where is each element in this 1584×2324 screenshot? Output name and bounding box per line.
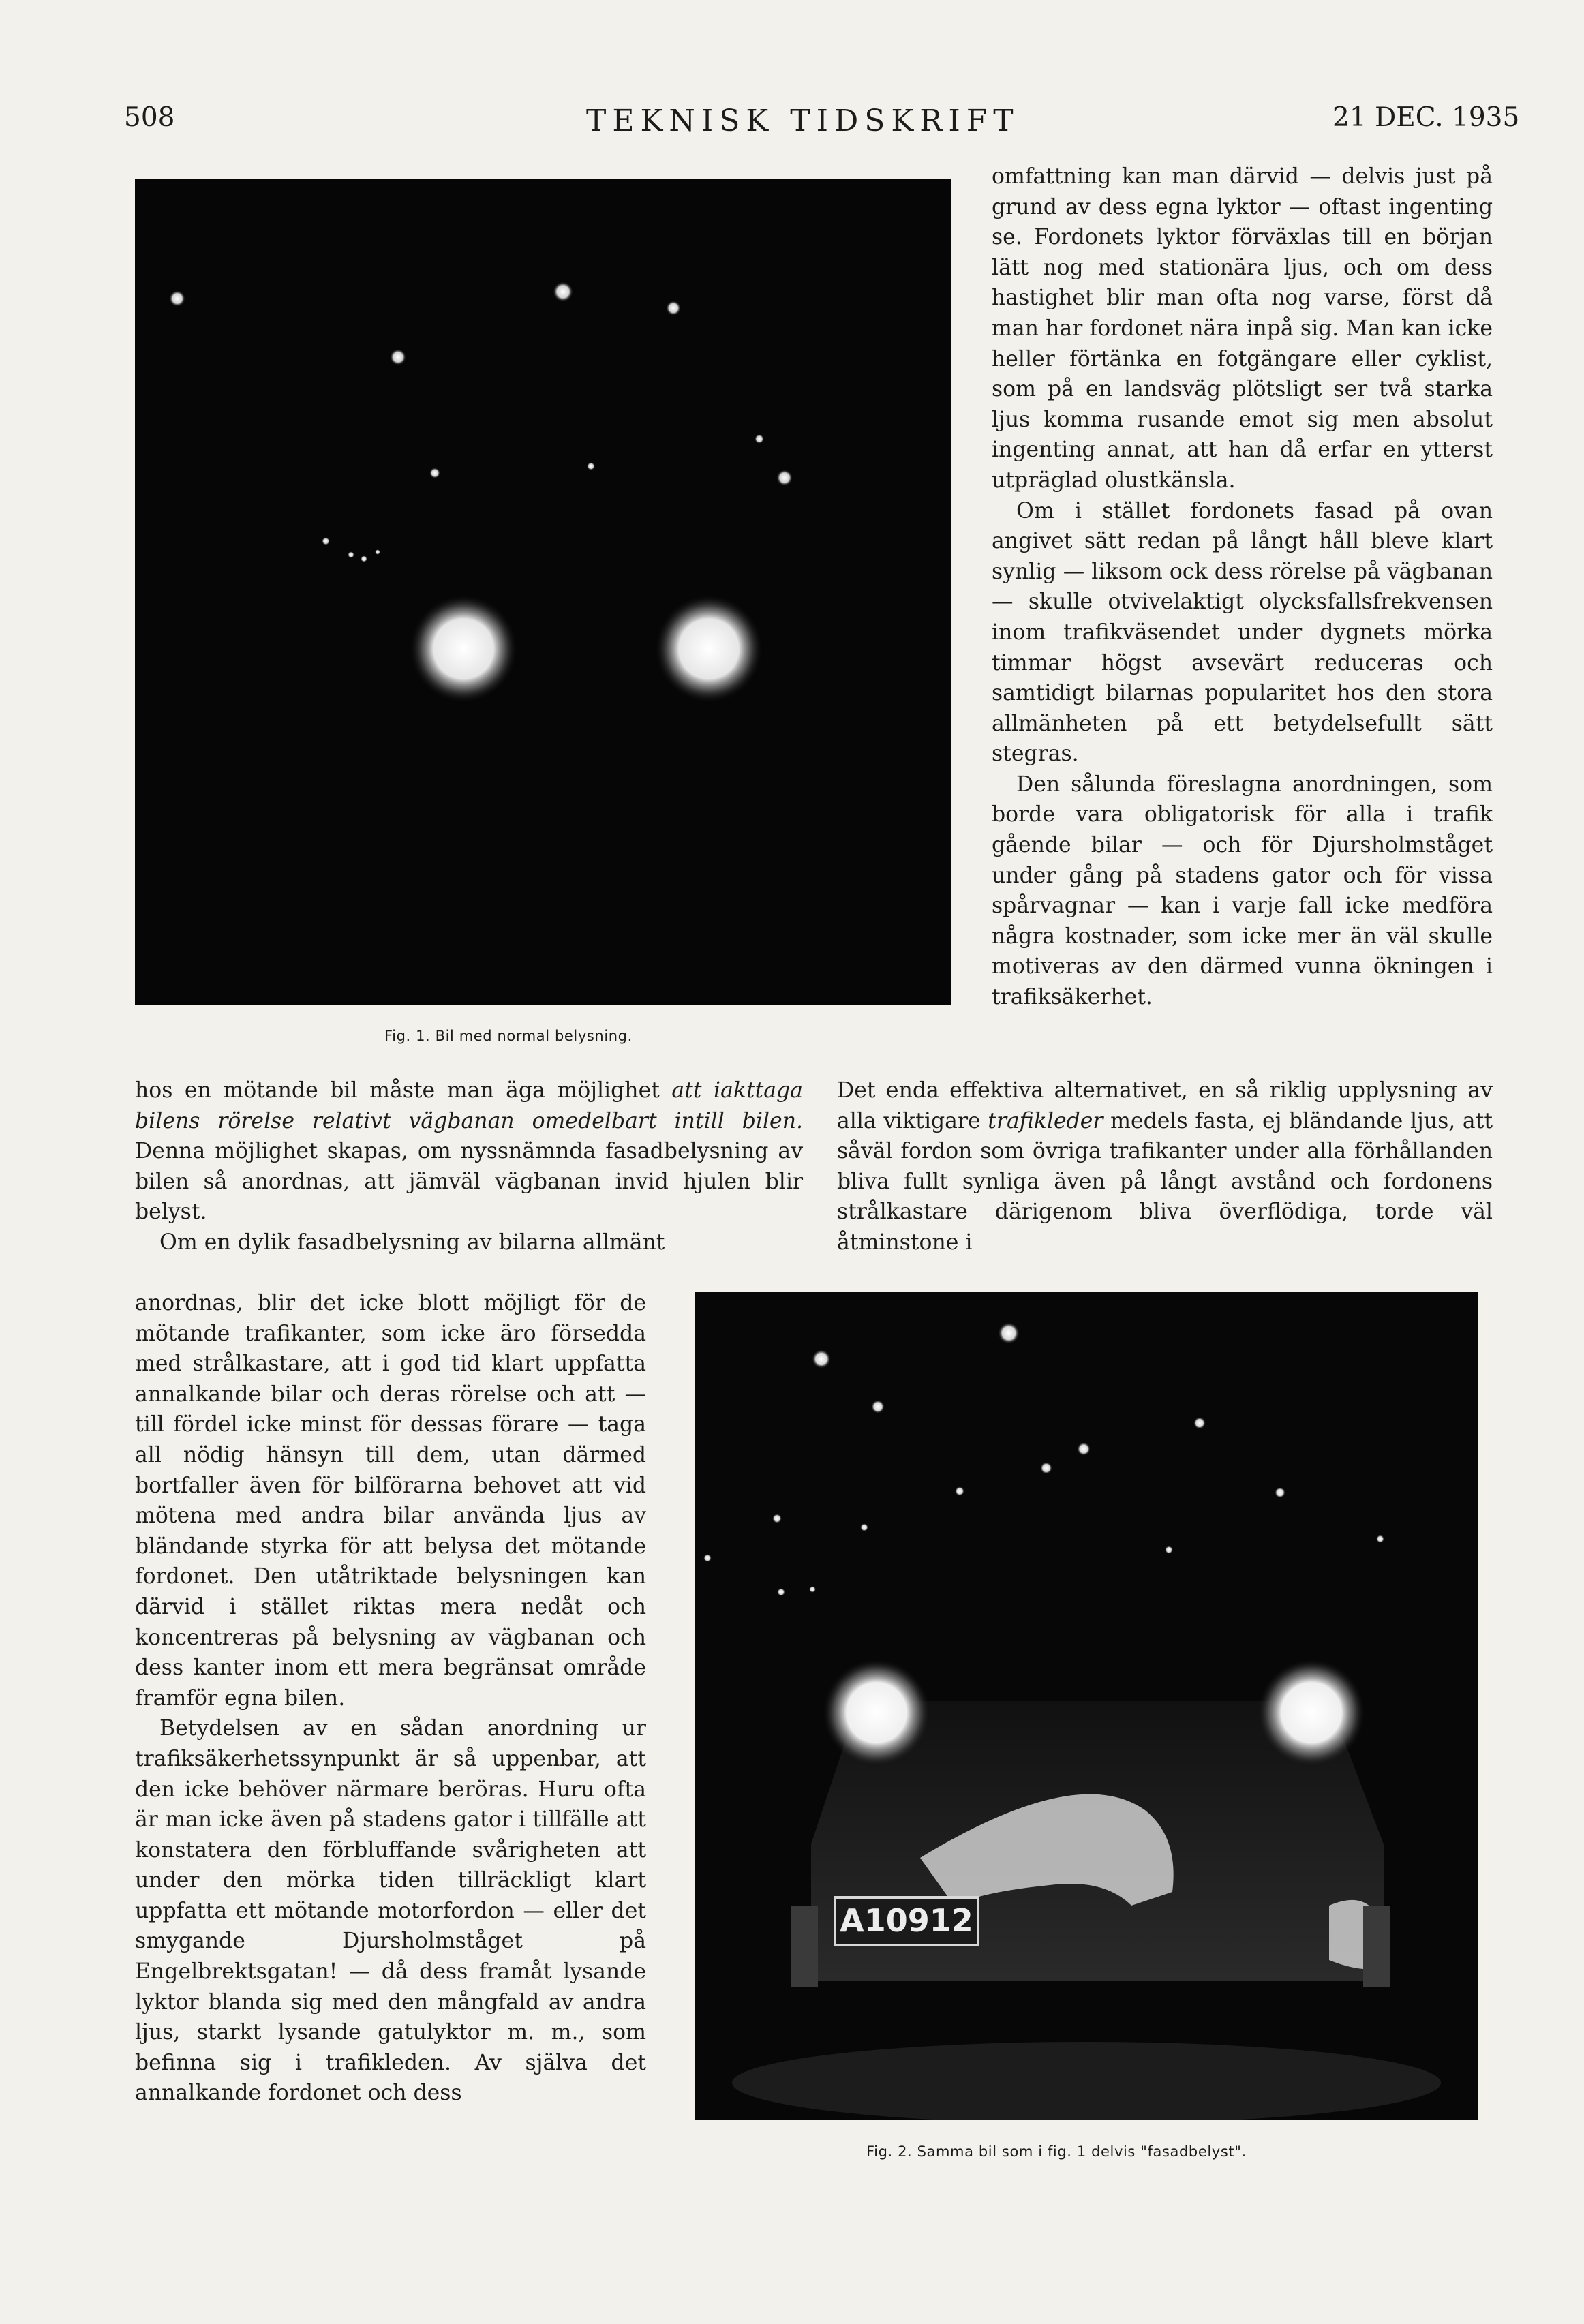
emphasis: att iakttaga bilens rörelse relativt vägbanan omedelbart intill bilen. bbox=[135, 1078, 803, 1133]
license-plate-text: A10912 bbox=[840, 1902, 973, 1939]
headlight-right bbox=[1257, 1658, 1366, 1767]
paragraph: Betydelsen av en sådan anordning ur trafiksäkerhetssynpunkt är så uppenbar, att den icke behöver närmare beröras. Huru ofta är man icke även på stadens gator i tillfälle att konstatera den förbluffande svårigheten att under den mörka tiden tillräckligt klart uppfatta ett mötande motorfordon — eller det smygande Djursholmståget på Engelbrektsgatan! — då dess framåt lysande lyktor blanda sig med den mångfald av andra ljus, starkt lysande gatulyktor m. m., som befinna sig i trafikleden. Av själva det annalkande fordonet och dess bbox=[135, 1716, 646, 2106]
headlight-right bbox=[654, 594, 763, 703]
paragraph: Om i stället fordonets fasad på ovan angivet sätt redan på långt håll bleve klart synlig — liksom ock dess rörelse på vägbanan — skulle otvivelaktigt olycksfallsfrekvensen inom trafikväsendet under dygnets mörka timmar högst avsevärt reduceras och samtidigt bilarnas popularitet hos den stora allmänheten på ett betydelsefullt sätt stegras. bbox=[992, 498, 1493, 767]
headlight-left bbox=[409, 594, 518, 703]
figure-2-night-scene bbox=[695, 1292, 1478, 2120]
paragraph: Det enda effektiva alternativet, en så riklig upplysning av alla viktigare trafikleder medels fasta, ej bländande ljus, att såväl fordon som övriga trafikanter under alla förhållanden bliva fullt synliga även på långt avstånd och fordonens strålkastare därigenom bliva överflödiga, torde väl åtminstone i bbox=[837, 1078, 1493, 1255]
figure-2-caption: Fig. 2. Samma bil som i fig. 1 delvis "fasadbelyst". bbox=[866, 2143, 1247, 2160]
headlight-left bbox=[822, 1658, 931, 1767]
right-column-bottom bbox=[837, 1075, 1493, 1258]
right-column-top bbox=[992, 162, 1493, 1013]
journal-title: TEKNISK TIDSKRIFT bbox=[586, 104, 1020, 138]
page-number: 508 bbox=[124, 102, 175, 133]
paragraph: Om en dylik fasadbelysning av bilarna allmänt bbox=[159, 1229, 665, 1255]
emphasis: trafikleder bbox=[988, 1108, 1103, 1133]
figure-1-photo bbox=[135, 179, 951, 1005]
paragraph: omfattning kan man därvid — delvis just på grund av dess egna lyktor — oftast ingenting se. Fordonets lyktor förväxlas till en början lätt nog med stationära ljus, och om dess hastighet blir man ofta nog varse, först då man har fordonet nära inpå sig. Man kan icke heller förtänka en fotgängare eller cyklist, som på en landsväg plötsligt ser två starka ljus komma rusande emot sig men absolut ingenting annat, att han då erfar en ytterst utpräglad olustkänsla. bbox=[992, 164, 1493, 493]
left-column-wide bbox=[135, 1075, 803, 1258]
left-column-narrow bbox=[135, 1288, 646, 2109]
paragraph: anordnas, blir det icke blott möjligt för de mötande trafikanter, som icke äro försedda med strålkastare, att i god tid klart uppfatta annalkande bilar och deras rörelse och att — till fördel icke minst för dessas förare — taga all nödig hänsyn till dem, utan därmed bortfaller även för bilförarna behovet att vid mötena med andra bilar använda ljus av bländande styrka för att belysa det mötande fordonet. Den utåtriktade belysningen kan därvid i stället riktas mera nedåt och koncentreras på belysning av vägbanan och dess kanter inom ett mera begränsat område framför egna bilen. bbox=[135, 1291, 646, 1711]
paragraph: Den sålunda föreslagna anordningen, som borde vara obligatorisk för alla i trafik gående bilar — och för Djursholmståget under gång på stadens gator och för vissa spårvagnar — kan i varje fall icke medföra några kostnader, som icke mer än väl skulle motiveras av den därmed vunna ökningen i trafiksäkerhet. bbox=[992, 771, 1493, 1010]
figure-1-caption: Fig. 1. Bil med normal belysning. bbox=[384, 1028, 633, 1044]
figure-1-night-scene bbox=[135, 179, 951, 1005]
paragraph: hos en mötande bil måste man äga möjlighet att iakttaga bilens rörelse relativt vägbanan omedelbart intill bilen. Denna möjlighet skapas, om nyssnämnda fasadbelysning av bilen så anordnas, att jämväl vägbanan invid hjulen blir belyst. bbox=[135, 1078, 803, 1225]
figure-2-photo bbox=[695, 1292, 1478, 2120]
issue-date: 21 DEC. 1935 bbox=[1332, 102, 1520, 133]
